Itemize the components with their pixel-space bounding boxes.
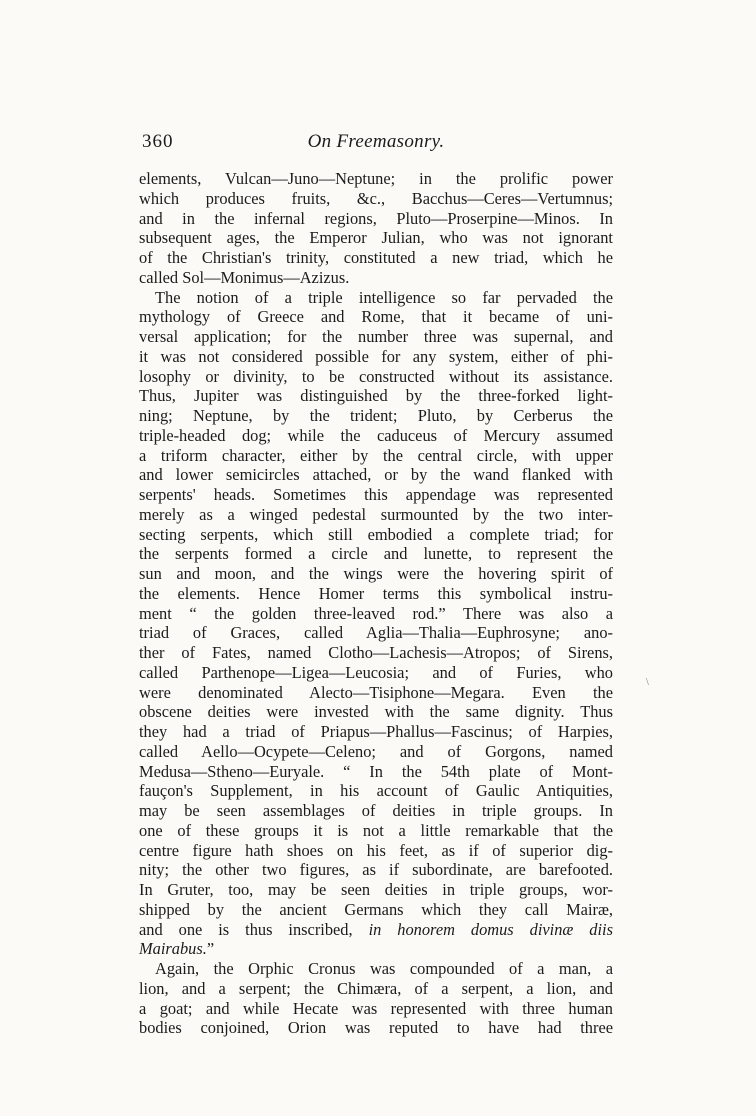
text-line: one of these groups it is not a little remarkable that the xyxy=(139,820,613,840)
text-line-italic-end xyxy=(139,939,613,959)
italic-inscription: in honorem domus divinæ diis xyxy=(368,919,613,939)
text-line: ning; Neptune, by the trident; Pluto, by Cerberus the xyxy=(139,406,613,425)
text-line: losophy or divinity, to be constructed without its assistance. xyxy=(139,366,613,386)
text-line: it was not considered possible for any system, either of phi- xyxy=(139,346,613,366)
page-number: 360 xyxy=(142,131,174,152)
text-line: called Parthenope—Ligea—Leucosia; and of Furies, who xyxy=(139,662,613,682)
text-line: centre figure hath shoes on his feet, as if of superior dig- xyxy=(139,840,613,860)
text-line: the serpents formed a circle and lunette, to represent the xyxy=(139,544,613,564)
paragraph-1 xyxy=(139,169,613,288)
text-line: and lower semicircles attached, or by the wand flanked with xyxy=(139,465,613,485)
text-line: and in the infernal regions, Pluto—Proserpine—Minos. In xyxy=(139,208,613,228)
text-line: secting serpents, which still embodied a complete triad; for xyxy=(139,524,613,544)
text-line: The notion of a triple intelligence so far pervaded the xyxy=(155,287,613,307)
page-header xyxy=(139,131,613,161)
text-line: nity; the other two figures, as if subordinate, are barefooted. xyxy=(139,860,613,880)
text-line: elements, Vulcan—Juno—Neptune; in the prolific power xyxy=(139,169,613,188)
text-line: triple-headed dog; while the caduceus of Mercury assumed xyxy=(139,425,613,445)
text-line: ment “ the golden three-leaved rod.” There was also a xyxy=(139,603,613,623)
text-line: versal application; for the number three was supernal, and xyxy=(139,327,613,346)
text-line: may be seen assemblages of deities in triple groups. In xyxy=(139,801,613,820)
text-line: triad of Graces, called Aglia—Thalia—Euphrosyne; ano- xyxy=(139,623,613,643)
text-line: lion, and a serpent; the Chimæra, of a serpent, a lion, and xyxy=(139,978,613,998)
text-line: called Aello—Ocypete—Celeno; and of Gorgons, named xyxy=(139,741,613,761)
text-line: subsequent ages, the Emperor Julian, who was not ignorant xyxy=(139,228,613,248)
text-line: which produces fruits, &c., Bacchus—Ceres—Vertumnus; xyxy=(139,188,613,208)
text-line: a triform character, either by the central circle, with upper xyxy=(139,445,613,465)
text-line: fauçon's Supplement, in his account of Gaulic Antiquities, xyxy=(139,781,613,801)
text-line: obscene deities were invested with the same dignity. Thus xyxy=(139,702,613,722)
text-line: merely as a winged pedestal surmounted by the two inter- xyxy=(139,504,613,524)
text-line: they had a triad of Priapus—Phallus—Fascinus; of Harpies, xyxy=(139,722,613,741)
text-line-with-italic xyxy=(139,920,613,940)
text-line: serpents' heads. Sometimes this appendage was represented xyxy=(139,485,613,504)
book-page xyxy=(139,131,613,1038)
paragraph-2 xyxy=(139,288,613,960)
text-line: sun and moon, and the wings were the hovering spirit of xyxy=(139,564,613,583)
text-line: of the Christian's trinity, constituted a new triad, which he xyxy=(139,248,613,267)
text-line: ther of Fates, named Clotho—Lachesis—Atropos; of Sirens, xyxy=(139,643,613,662)
text-line: a goat; and while Hecate was represented with three human xyxy=(139,998,613,1018)
italic-inscription-end: Mairabus. xyxy=(139,939,207,959)
text-line: were denominated Alecto—Tisiphone—Megara. Even the xyxy=(139,682,613,702)
body-text xyxy=(139,169,613,1038)
text-line: bodies conjoined, Orion was reputed to have had three xyxy=(139,1018,613,1038)
running-title: On Freemasonry. xyxy=(307,131,445,152)
text-line: shipped by the ancient Germans which they call Mairæ, xyxy=(139,899,613,919)
paragraph-3 xyxy=(139,959,613,1038)
closing-quote: ” xyxy=(206,939,215,959)
margin-mark: \ xyxy=(646,677,649,688)
text-line: Thus, Jupiter was distinguished by the three-forked light- xyxy=(139,386,613,406)
text-line: called Sol—Monimus—Azizus. xyxy=(139,267,350,287)
text-line: Medusa—Stheno—Euryale. “ In the 54th plate of Mont- xyxy=(139,761,613,781)
text-line: In Gruter, too, may be seen deities in triple groups, wor- xyxy=(139,880,613,899)
text-line: mythology of Greece and Rome, that it became of uni- xyxy=(139,307,613,327)
text-run: and one is thus inscribed, xyxy=(139,919,353,939)
text-line: the elements. Hence Homer terms this symbolical instru- xyxy=(139,583,613,603)
text-line: Again, the Orphic Cronus was compounded of a man, a xyxy=(155,959,613,978)
